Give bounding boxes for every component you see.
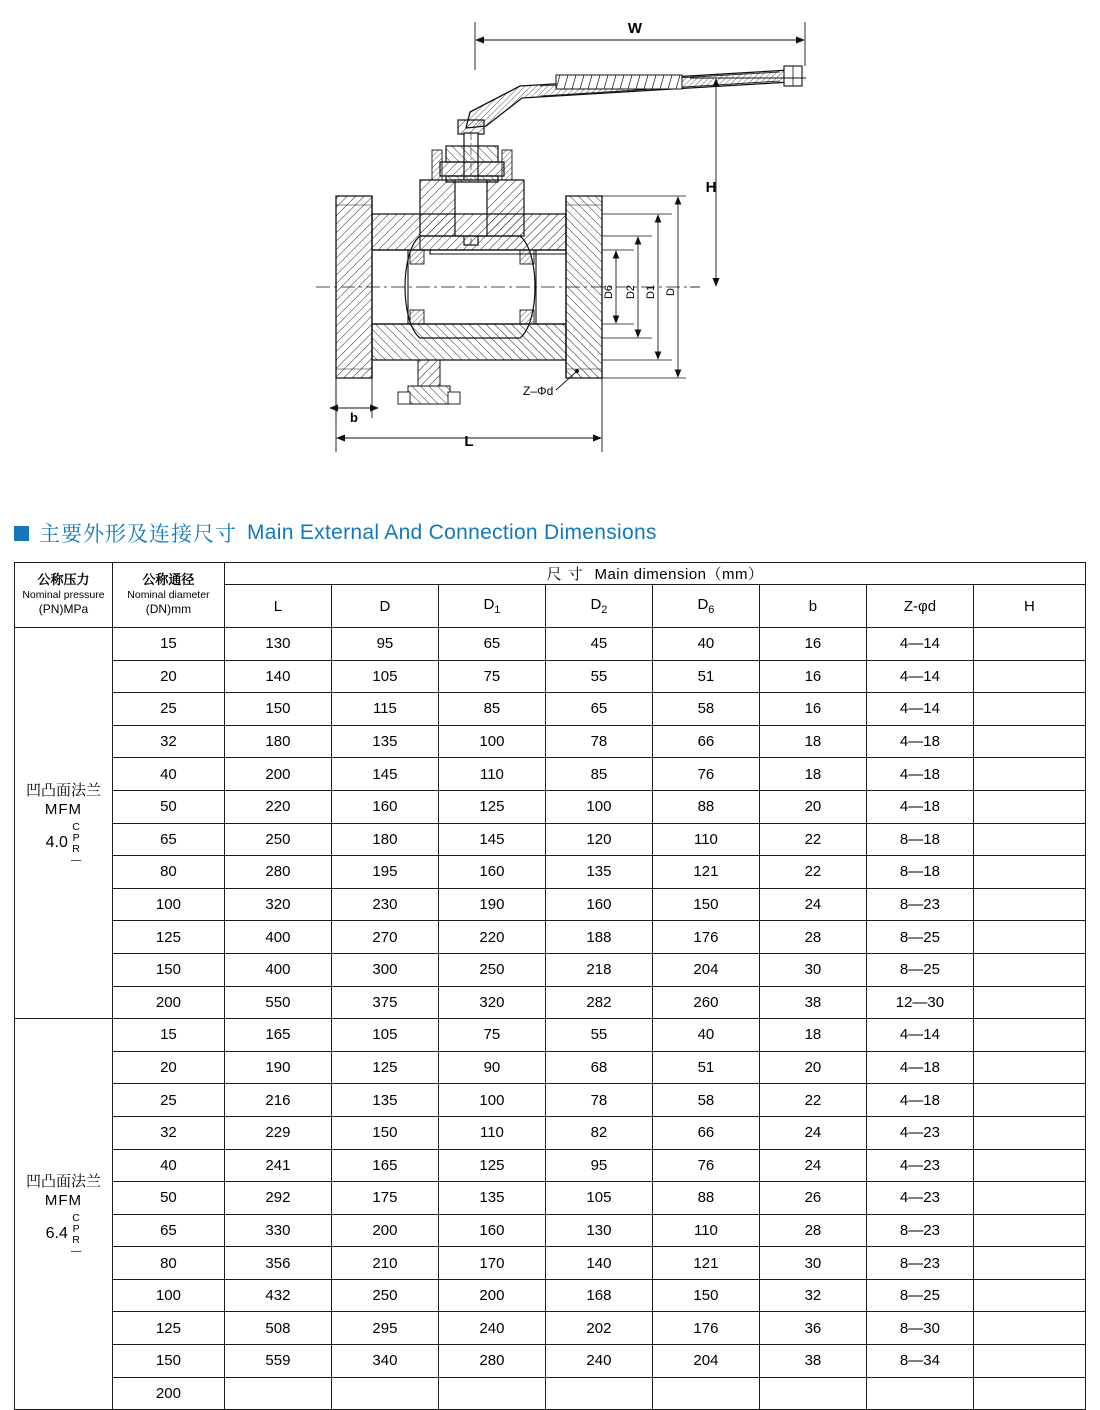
header-nominal-pressure	[15, 563, 113, 628]
cell-d6: 176	[652, 921, 759, 954]
cell-d: 160	[331, 790, 438, 823]
cell-d: 145	[331, 758, 438, 791]
cell-d2: 95	[545, 1149, 652, 1182]
cell-h	[973, 823, 1085, 856]
cell-d2: 202	[545, 1312, 652, 1345]
cell-h	[973, 1051, 1085, 1084]
cell-h	[973, 1214, 1085, 1247]
cell-d2: 45	[545, 628, 652, 661]
column-header-z-d: Z-φd	[866, 585, 973, 628]
cell-z-phi-d: 8—34	[866, 1345, 973, 1378]
cell-d2: 55	[545, 660, 652, 693]
cell-d: 200	[331, 1214, 438, 1247]
cell-d6: 176	[652, 1312, 759, 1345]
cell-h	[973, 1377, 1085, 1410]
cell-d1: 100	[438, 1084, 545, 1117]
cell-b: 26	[759, 1182, 866, 1215]
cell-b: 24	[759, 1149, 866, 1182]
valve-technical-drawing	[0, 0, 1100, 500]
cell-z-phi-d: 4—18	[866, 1051, 973, 1084]
cell-b: 20	[759, 790, 866, 823]
cell-h	[973, 1019, 1085, 1052]
cell-d2: 140	[545, 1247, 652, 1280]
cell-h	[973, 693, 1085, 726]
cell-z-phi-d: 4—23	[866, 1149, 973, 1182]
cell-h	[973, 856, 1085, 889]
cell-d2: 100	[545, 790, 652, 823]
cell-d1: 145	[438, 823, 545, 856]
cell-d: 125	[331, 1051, 438, 1084]
cell-d1: 85	[438, 693, 545, 726]
cell-b: 16	[759, 628, 866, 661]
cell-d1: 125	[438, 1149, 545, 1182]
header-pressure-cn: 公称压力	[37, 572, 90, 588]
cell-l: 330	[224, 1214, 331, 1247]
cell-d1: 75	[438, 1019, 545, 1052]
dim-label-w: W	[627, 20, 643, 37]
cell-h	[973, 953, 1085, 986]
cell-d2: 130	[545, 1214, 652, 1247]
cell-l: 292	[224, 1182, 331, 1215]
cell-l: 250	[224, 823, 331, 856]
table-row	[15, 660, 1086, 693]
cell-d6: 76	[652, 1149, 759, 1182]
header-diameter-unit: (DN)mm	[145, 601, 192, 616]
dim-label-b: b	[350, 410, 358, 425]
table-header	[15, 563, 1086, 628]
cell-dn: 100	[112, 888, 224, 921]
cell-l: 550	[224, 986, 331, 1019]
cell-d1: 170	[438, 1247, 545, 1280]
cell-z-phi-d: 8—23	[866, 888, 973, 921]
section-heading	[14, 518, 657, 548]
cell-d2: 78	[545, 1084, 652, 1117]
cell-l: 216	[224, 1084, 331, 1117]
cell-d2: 188	[545, 921, 652, 954]
cell-z-phi-d: 8—25	[866, 921, 973, 954]
table-row	[15, 1019, 1086, 1052]
cell-d1: 110	[438, 758, 545, 791]
cell-dn: 20	[112, 660, 224, 693]
cell-dn: 15	[112, 628, 224, 661]
cell-d1: 110	[438, 1116, 545, 1149]
cell-d1: 240	[438, 1312, 545, 1345]
cell-b: 22	[759, 856, 866, 889]
cell-dn: 50	[112, 1182, 224, 1215]
table-row	[15, 888, 1086, 921]
cell-h	[973, 660, 1085, 693]
cell-d: 135	[331, 725, 438, 758]
column-header-d1: $D_1$	[438, 585, 545, 628]
cell-dn: 200	[112, 1377, 224, 1410]
cell-b: 18	[759, 1019, 866, 1052]
cell-d2: 82	[545, 1116, 652, 1149]
cell-d1: 320	[438, 986, 545, 1019]
cell-d6: 40	[652, 1019, 759, 1052]
cell-b: 32	[759, 1279, 866, 1312]
cell-l: 400	[224, 953, 331, 986]
dim-label-h: H	[705, 179, 717, 196]
cell-h	[973, 790, 1085, 823]
cell-d	[331, 1377, 438, 1410]
cell-d6: 204	[652, 1345, 759, 1378]
cell-dn: 65	[112, 1214, 224, 1247]
cell-d6: 121	[652, 856, 759, 889]
table-row	[15, 628, 1086, 661]
cell-d6: 88	[652, 790, 759, 823]
cell-d6: 110	[652, 1214, 759, 1247]
cell-h	[973, 888, 1085, 921]
cell-d: 175	[331, 1182, 438, 1215]
cell-b: 28	[759, 921, 866, 954]
dim-label-l: L	[464, 433, 474, 450]
table-row	[15, 856, 1086, 889]
table-row	[15, 1214, 1086, 1247]
group-label-cn: 凹凸面法兰	[25, 780, 101, 799]
cell-b: 18	[759, 758, 866, 791]
cell-d6: 51	[652, 660, 759, 693]
cell-b: 28	[759, 1214, 866, 1247]
cell-d1: 220	[438, 921, 545, 954]
cell-d1: 160	[438, 856, 545, 889]
cell-b: 22	[759, 1084, 866, 1117]
heading-marker-icon	[14, 526, 29, 541]
group-label-mfm: MFM	[44, 1192, 83, 1210]
cell-l: 130	[224, 628, 331, 661]
cell-dn: 32	[112, 1116, 224, 1149]
cell-d: 105	[331, 1019, 438, 1052]
cell-h	[973, 986, 1085, 1019]
cell-z-phi-d: 4—18	[866, 725, 973, 758]
dimensions-table-container	[14, 562, 1086, 1410]
dim-label-d2: D2	[625, 284, 637, 300]
cell-z-phi-d: 8—23	[866, 1247, 973, 1280]
cell-d2: 55	[545, 1019, 652, 1052]
header-pressure-unit: (PN)MPa	[38, 601, 89, 616]
table-body	[15, 628, 1086, 1410]
cell-d6: 88	[652, 1182, 759, 1215]
cell-d6: 150	[652, 888, 759, 921]
cell-d6: 204	[652, 953, 759, 986]
table-row	[15, 1312, 1086, 1345]
cell-d2: 68	[545, 1051, 652, 1084]
cell-z-phi-d: 4—18	[866, 1084, 973, 1117]
cell-d6: 66	[652, 1116, 759, 1149]
cell-d1: 250	[438, 953, 545, 986]
header-diameter-en: Nominal diameter	[127, 589, 210, 602]
table-row	[15, 986, 1086, 1019]
cell-z-phi-d: 4—14	[866, 628, 973, 661]
cell-d2: 135	[545, 856, 652, 889]
cell-d: 300	[331, 953, 438, 986]
cell-l: 241	[224, 1149, 331, 1182]
cell-b: 38	[759, 1345, 866, 1378]
column-header-d: D	[331, 585, 438, 628]
cell-dn: 20	[112, 1051, 224, 1084]
cell-l: 200	[224, 758, 331, 791]
cell-d2: 105	[545, 1182, 652, 1215]
cell-l	[224, 1377, 331, 1410]
column-header-h: H	[973, 585, 1085, 628]
cell-d6: 150	[652, 1279, 759, 1312]
cell-z-phi-d: 12—30	[866, 986, 973, 1019]
cell-d: 375	[331, 986, 438, 1019]
cell-dn: 65	[112, 823, 224, 856]
cell-l: 508	[224, 1312, 331, 1345]
cell-d1: 160	[438, 1214, 545, 1247]
cell-b: 22	[759, 823, 866, 856]
dim-label-d1: D1	[645, 284, 657, 300]
cell-h	[973, 1247, 1085, 1280]
cell-z-phi-d: 8—23	[866, 1214, 973, 1247]
cell-h	[973, 1279, 1085, 1312]
cell-d: 150	[331, 1116, 438, 1149]
dim-label-d: D	[665, 288, 677, 296]
cell-dn: 150	[112, 1345, 224, 1378]
cell-d: 195	[331, 856, 438, 889]
cell-d2: 240	[545, 1345, 652, 1378]
valve-drawing-svg	[0, 0, 1100, 500]
table-row	[15, 1247, 1086, 1280]
table-row	[15, 1116, 1086, 1149]
cell-d2	[545, 1377, 652, 1410]
cell-d6: 58	[652, 693, 759, 726]
cell-dn: 125	[112, 921, 224, 954]
cell-h	[973, 1116, 1085, 1149]
cell-d: 210	[331, 1247, 438, 1280]
group-label-cpr: C P R —	[70, 820, 82, 866]
cell-dn: 200	[112, 986, 224, 1019]
cell-h	[973, 1182, 1085, 1215]
table-row	[15, 1345, 1086, 1378]
cell-dn: 32	[112, 725, 224, 758]
cell-l: 400	[224, 921, 331, 954]
cell-b: 30	[759, 953, 866, 986]
cell-l: 229	[224, 1116, 331, 1149]
table-row	[15, 1279, 1086, 1312]
cell-h	[973, 921, 1085, 954]
section-heading-en: Main External And Connection Dimensions	[247, 521, 657, 544]
cell-d1: 90	[438, 1051, 545, 1084]
column-header-d6: $D_6$	[652, 585, 759, 628]
cell-b: 38	[759, 986, 866, 1019]
cell-z-phi-d: 4—23	[866, 1116, 973, 1149]
cell-l: 190	[224, 1051, 331, 1084]
cell-h	[973, 1312, 1085, 1345]
cell-d6: 121	[652, 1247, 759, 1280]
header-main-dimension	[224, 563, 1085, 585]
cell-l: 280	[224, 856, 331, 889]
column-header-b: b	[759, 585, 866, 628]
cell-l: 559	[224, 1345, 331, 1378]
cell-l: 150	[224, 693, 331, 726]
cell-d: 250	[331, 1279, 438, 1312]
cell-h	[973, 628, 1085, 661]
cell-d6: 260	[652, 986, 759, 1019]
cell-h	[973, 1345, 1085, 1378]
cell-d2: 218	[545, 953, 652, 986]
cell-l: 165	[224, 1019, 331, 1052]
cell-d: 95	[331, 628, 438, 661]
header-main-dim-en: Main dimension（mm）	[594, 566, 764, 583]
group-label-pn: 6.4	[45, 1225, 68, 1243]
cell-z-phi-d: 8—25	[866, 1279, 973, 1312]
cell-d2: 282	[545, 986, 652, 1019]
cell-z-phi-d: 8—18	[866, 856, 973, 889]
cell-l: 220	[224, 790, 331, 823]
cell-d6: 66	[652, 725, 759, 758]
cell-h	[973, 1149, 1085, 1182]
cell-d: 105	[331, 660, 438, 693]
cell-b	[759, 1377, 866, 1410]
cell-d2: 120	[545, 823, 652, 856]
cell-z-phi-d: 8—25	[866, 953, 973, 986]
cell-dn: 100	[112, 1279, 224, 1312]
table-row	[15, 1182, 1086, 1215]
table-row	[15, 758, 1086, 791]
cell-d1: 125	[438, 790, 545, 823]
cell-l: 140	[224, 660, 331, 693]
cell-h	[973, 725, 1085, 758]
cell-dn: 25	[112, 1084, 224, 1117]
column-header-l: L	[224, 585, 331, 628]
cell-d1: 280	[438, 1345, 545, 1378]
group-cell-pn-6.4	[15, 1019, 113, 1410]
group-label-mfm: MFM	[44, 801, 83, 819]
table-row	[15, 725, 1086, 758]
cell-b: 16	[759, 660, 866, 693]
cell-h	[973, 1084, 1085, 1117]
cell-z-phi-d: 4—14	[866, 693, 973, 726]
cell-d: 135	[331, 1084, 438, 1117]
table-row	[15, 1149, 1086, 1182]
main-dimensions-table	[14, 562, 1086, 1410]
cell-dn: 25	[112, 693, 224, 726]
cell-d1	[438, 1377, 545, 1410]
table-row	[15, 790, 1086, 823]
group-cell-pn-4.0	[15, 628, 113, 1019]
header-pressure-en: Nominal pressure	[22, 589, 105, 602]
cell-b: 18	[759, 725, 866, 758]
cell-d6	[652, 1377, 759, 1410]
cell-d: 165	[331, 1149, 438, 1182]
cell-d1: 100	[438, 725, 545, 758]
cell-d: 230	[331, 888, 438, 921]
group-label-cpr: C P R —	[70, 1211, 82, 1257]
header-nominal-diameter	[112, 563, 224, 628]
cell-d: 295	[331, 1312, 438, 1345]
cell-dn: 80	[112, 856, 224, 889]
table-row	[15, 823, 1086, 856]
group-label-cn: 凹凸面法兰	[25, 1171, 101, 1190]
cell-d1: 190	[438, 888, 545, 921]
cell-d6: 110	[652, 823, 759, 856]
header-diameter-cn: 公称通径	[142, 572, 195, 588]
cell-dn: 125	[112, 1312, 224, 1345]
cell-b: 16	[759, 693, 866, 726]
table-row	[15, 1051, 1086, 1084]
cell-d1: 135	[438, 1182, 545, 1215]
cell-b: 24	[759, 888, 866, 921]
table-row	[15, 921, 1086, 954]
cell-z-phi-d: 4—18	[866, 758, 973, 791]
header-main-dim-cn: 尺寸	[546, 565, 589, 583]
group-label-pn: 4.0	[45, 834, 68, 852]
cell-d: 180	[331, 823, 438, 856]
cell-z-phi-d: 8—30	[866, 1312, 973, 1345]
cell-b: 36	[759, 1312, 866, 1345]
cell-d6: 51	[652, 1051, 759, 1084]
cell-z-phi-d: 8—18	[866, 823, 973, 856]
cell-b: 24	[759, 1116, 866, 1149]
dim-label-d6: D6	[603, 284, 615, 300]
table-row	[15, 693, 1086, 726]
cell-d2: 85	[545, 758, 652, 791]
cell-dn: 80	[112, 1247, 224, 1280]
cell-l: 180	[224, 725, 331, 758]
cell-d2: 78	[545, 725, 652, 758]
cell-d: 115	[331, 693, 438, 726]
section-heading-cn: 主要外形及连接尺寸	[39, 522, 237, 546]
cell-d2: 168	[545, 1279, 652, 1312]
cell-l: 320	[224, 888, 331, 921]
dim-label-z-phi-d: Z–Φd	[523, 384, 554, 398]
table-row	[15, 1377, 1086, 1410]
cell-dn: 50	[112, 790, 224, 823]
cell-l: 356	[224, 1247, 331, 1280]
cell-d6: 40	[652, 628, 759, 661]
cell-l: 432	[224, 1279, 331, 1312]
table-row	[15, 1084, 1086, 1117]
cell-d1: 200	[438, 1279, 545, 1312]
cell-d2: 65	[545, 693, 652, 726]
cell-b: 30	[759, 1247, 866, 1280]
column-header-d2: $D_2$	[545, 585, 652, 628]
cell-d: 270	[331, 921, 438, 954]
cell-d: 340	[331, 1345, 438, 1378]
cell-z-phi-d: 4—23	[866, 1182, 973, 1215]
table-row	[15, 953, 1086, 986]
cell-z-phi-d	[866, 1377, 973, 1410]
cell-d1: 75	[438, 660, 545, 693]
cell-dn: 15	[112, 1019, 224, 1052]
cell-z-phi-d: 4—14	[866, 660, 973, 693]
cell-dn: 150	[112, 953, 224, 986]
cell-dn: 40	[112, 1149, 224, 1182]
cell-z-phi-d: 4—14	[866, 1019, 973, 1052]
cell-dn: 40	[112, 758, 224, 791]
cell-d1: 65	[438, 628, 545, 661]
cell-d2: 160	[545, 888, 652, 921]
cell-d6: 58	[652, 1084, 759, 1117]
cell-b: 20	[759, 1051, 866, 1084]
cell-z-phi-d: 4—18	[866, 790, 973, 823]
cell-d6: 76	[652, 758, 759, 791]
cell-h	[973, 758, 1085, 791]
